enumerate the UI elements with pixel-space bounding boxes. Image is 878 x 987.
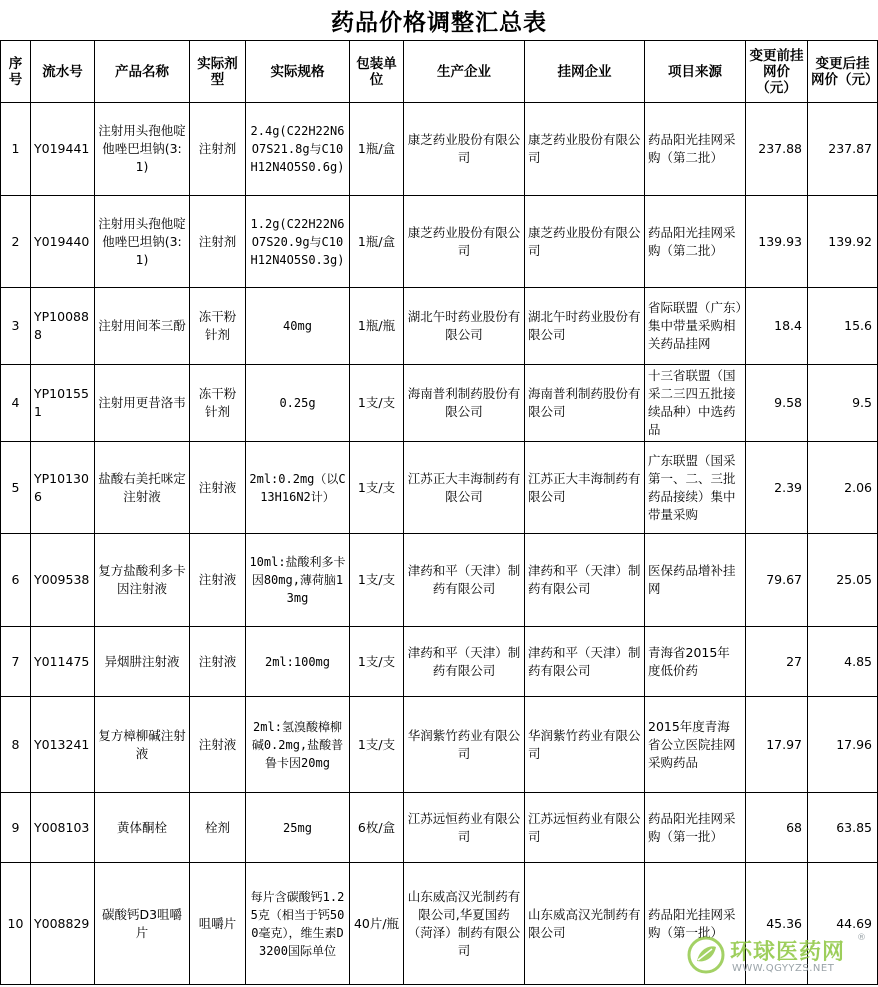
col-header-price-after: 变更后挂网价（元） (808, 41, 878, 103)
cell-price-before: 79.67 (746, 534, 808, 627)
cell-source: 广东联盟（国采第一、二、三批药品接续）集中带量采购 (645, 442, 746, 534)
cell-spec: 25mg (246, 793, 350, 863)
table-row (1, 534, 878, 627)
col-header-price-before: 变更前挂网价（元） (746, 41, 808, 103)
cell-no: 4 (1, 365, 31, 442)
cell-form: 栓剂 (190, 793, 246, 863)
cell-no: 1 (1, 103, 31, 196)
table-row (1, 627, 878, 697)
cell-price-after: 25.05 (808, 534, 878, 627)
cell-source: 药品阳光挂网采购（第二批） (645, 196, 746, 288)
cell-price-before: 2.39 (746, 442, 808, 534)
cell-spec: 1.2g(C22H22N6O7S20.9g与C10H12N4O5S0.3g) (246, 196, 350, 288)
col-header-name: 产品名称 (95, 41, 190, 103)
cell-form: 注射剂 (190, 196, 246, 288)
cell-maker: 江苏正大丰海制药有限公司 (404, 442, 525, 534)
col-header-pack: 包装单位 (350, 41, 404, 103)
cell-price-before: 139.93 (746, 196, 808, 288)
watermark-brand: 环球医药网 (730, 940, 846, 965)
cell-name: 异烟肼注射液 (95, 627, 190, 697)
cell-price-before: 68 (746, 793, 808, 863)
cell-serial: Y019440 (31, 196, 95, 288)
cell-form: 冻干粉针剂 (190, 288, 246, 365)
cell-price-before: 17.97 (746, 697, 808, 793)
col-header-serial: 流水号 (31, 41, 95, 103)
table-row (1, 442, 878, 534)
cell-no: 3 (1, 288, 31, 365)
cell-source: 药品阳光挂网采购（第一批） (645, 863, 746, 985)
cell-spec: 2ml:氢溴酸樟柳碱0.2mg,盐酸普鲁卡因20mg (246, 697, 350, 793)
cell-maker: 江苏远恒药业有限公司 (404, 793, 525, 863)
cell-vendor: 津药和平（天津）制药有限公司 (525, 534, 645, 627)
header-row (1, 41, 878, 103)
cell-price-after: 9.5 (808, 365, 878, 442)
cell-price-before: 27 (746, 627, 808, 697)
cell-pack: 40片/瓶 (350, 863, 404, 985)
cell-form: 注射液 (190, 534, 246, 627)
cell-form: 冻干粉针剂 (190, 365, 246, 442)
cell-source: 药品阳光挂网采购（第二批） (645, 103, 746, 196)
cell-price-after: 44.69 (808, 863, 878, 985)
cell-price-after: 237.87 (808, 103, 878, 196)
watermark-url: WWW.QGYYZS.NET (732, 963, 835, 974)
cell-spec: 10ml:盐酸利多卡因80mg,薄荷脑13mg (246, 534, 350, 627)
cell-pack: 1瓶/瓶 (350, 288, 404, 365)
table-row (1, 196, 878, 288)
page-title: 药品价格调整汇总表 (331, 8, 547, 36)
cell-form: 注射剂 (190, 103, 246, 196)
cell-vendor: 康芝药业股份有限公司 (525, 196, 645, 288)
cell-form: 咀嚼片 (190, 863, 246, 985)
cell-serial: Y013241 (31, 697, 95, 793)
table-row (1, 288, 878, 365)
cell-maker: 湖北午时药业股份有限公司 (404, 288, 525, 365)
cell-no: 7 (1, 627, 31, 697)
col-header-vendor: 挂网企业 (525, 41, 645, 103)
cell-no: 9 (1, 793, 31, 863)
cell-serial: Y011475 (31, 627, 95, 697)
cell-price-after: 139.92 (808, 196, 878, 288)
cell-spec: 2ml:100mg (246, 627, 350, 697)
col-header-source: 项目来源 (645, 41, 746, 103)
cell-vendor: 湖北午时药业股份有限公司 (525, 288, 645, 365)
cell-form: 注射液 (190, 697, 246, 793)
cell-price-after: 4.85 (808, 627, 878, 697)
cell-serial: Y008103 (31, 793, 95, 863)
cell-pack: 1支/支 (350, 365, 404, 442)
table-row (1, 365, 878, 442)
col-header-form: 实际剂型 (190, 41, 246, 103)
watermark (686, 933, 866, 979)
cell-form: 注射液 (190, 442, 246, 534)
cell-price-before: 45.36 (746, 863, 808, 985)
cell-no: 8 (1, 697, 31, 793)
cell-pack: 1瓶/盒 (350, 196, 404, 288)
cell-spec: 每片含碳酸钙1.25克（相当于钙500毫克），维生素D3200国际单位 (246, 863, 350, 985)
cell-vendor: 华润紫竹药业有限公司 (525, 697, 645, 793)
cell-price-after: 17.96 (808, 697, 878, 793)
cell-spec: 2.4g(C22H22N6O7S21.8g与C10H12N4O5S0.6g) (246, 103, 350, 196)
cell-serial: YP100888 (31, 288, 95, 365)
cell-maker: 津药和平（天津）制药有限公司 (404, 534, 525, 627)
cell-vendor: 江苏远恒药业有限公司 (525, 793, 645, 863)
cell-name: 复方樟柳碱注射液 (95, 697, 190, 793)
cell-serial: YP101306 (31, 442, 95, 534)
cell-maker: 康芝药业股份有限公司 (404, 196, 525, 288)
cell-no: 2 (1, 196, 31, 288)
cell-source: 2015年度青海省公立医院挂网采购药品 (645, 697, 746, 793)
cell-serial: YP101551 (31, 365, 95, 442)
cell-price-after: 15.6 (808, 288, 878, 365)
cell-price-before: 237.88 (746, 103, 808, 196)
price-table (0, 40, 878, 985)
cell-name: 注射用头孢他啶他唑巴坦钠(3:1) (95, 103, 190, 196)
table-row (1, 793, 878, 863)
cell-source: 十三省联盟（国采二三四五批接续品种）中选药品 (645, 365, 746, 442)
cell-vendor: 海南普利制药股份有限公司 (525, 365, 645, 442)
cell-spec: 40mg (246, 288, 350, 365)
table-row (1, 103, 878, 196)
cell-source: 省际联盟（广东）集中带量采购相关药品挂网 (645, 288, 746, 365)
cell-spec: 0.25g (246, 365, 350, 442)
cell-name: 注射用更昔洛韦 (95, 365, 190, 442)
cell-maker: 山东威高汉光制药有限公司,华夏国药（菏泽）制药有限公司 (404, 863, 525, 985)
cell-vendor: 山东威高汉光制药有限公司 (525, 863, 645, 985)
cell-source: 青海省2015年度低价药 (645, 627, 746, 697)
cell-maker: 华润紫竹药业有限公司 (404, 697, 525, 793)
cell-maker: 津药和平（天津）制药有限公司 (404, 627, 525, 697)
cell-name: 黄体酮栓 (95, 793, 190, 863)
cell-name: 复方盐酸利多卡因注射液 (95, 534, 190, 627)
cell-vendor: 江苏正大丰海制药有限公司 (525, 442, 645, 534)
cell-pack: 1支/支 (350, 442, 404, 534)
cell-price-after: 63.85 (808, 793, 878, 863)
col-header-maker: 生产企业 (404, 41, 525, 103)
cell-serial: Y008829 (31, 863, 95, 985)
table-row (1, 697, 878, 793)
leaf-logo-icon (686, 935, 726, 975)
cell-vendor: 津药和平（天津）制药有限公司 (525, 627, 645, 697)
cell-form: 注射液 (190, 627, 246, 697)
cell-price-before: 9.58 (746, 365, 808, 442)
cell-pack: 1支/支 (350, 627, 404, 697)
cell-name: 盐酸右美托咪定注射液 (95, 442, 190, 534)
cell-vendor: 康芝药业股份有限公司 (525, 103, 645, 196)
cell-price-after: 2.06 (808, 442, 878, 534)
cell-name: 碳酸钙D3咀嚼片 (95, 863, 190, 985)
cell-maker: 康芝药业股份有限公司 (404, 103, 525, 196)
cell-no: 10 (1, 863, 31, 985)
cell-serial: Y009538 (31, 534, 95, 627)
cell-name: 注射用间苯三酚 (95, 288, 190, 365)
cell-no: 5 (1, 442, 31, 534)
cell-serial: Y019441 (31, 103, 95, 196)
cell-no: 6 (1, 534, 31, 627)
cell-pack: 1支/支 (350, 534, 404, 627)
cell-pack: 1支/支 (350, 697, 404, 793)
cell-pack: 6枚/盒 (350, 793, 404, 863)
watermark-registered-mark: ® (857, 933, 866, 943)
cell-name: 注射用头孢他啶他唑巴坦钠(3:1) (95, 196, 190, 288)
cell-source: 药品阳光挂网采购（第一批） (645, 793, 746, 863)
cell-price-before: 18.4 (746, 288, 808, 365)
cell-source: 医保药品增补挂网 (645, 534, 746, 627)
col-header-spec: 实际规格 (246, 41, 350, 103)
cell-maker: 海南普利制药股份有限公司 (404, 365, 525, 442)
cell-spec: 2ml:0.2mg（以C13H16N2计） (246, 442, 350, 534)
col-header-no: 序号 (1, 41, 31, 103)
cell-pack: 1瓶/盒 (350, 103, 404, 196)
